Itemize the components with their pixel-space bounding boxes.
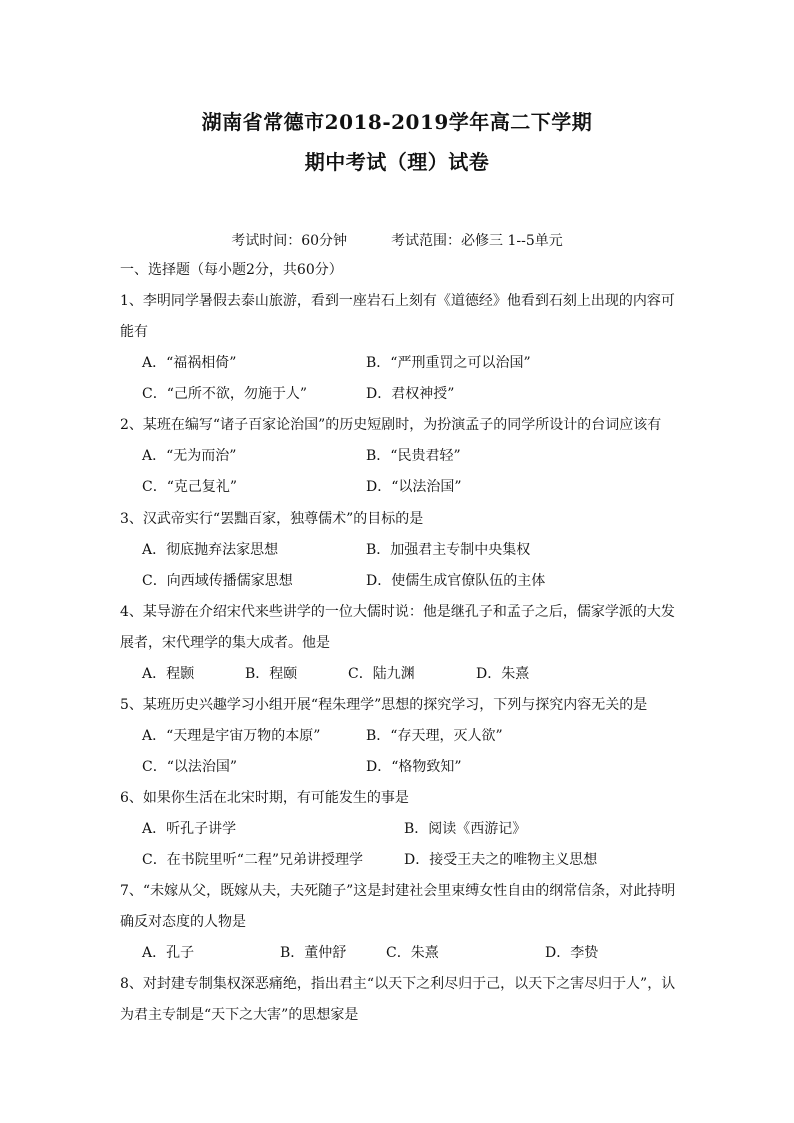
option-b: B．董仲舒: [280, 945, 347, 961]
option-b: B．“存天理，灭人欲”: [366, 728, 503, 744]
option-b: B．阅读《西游记》: [404, 821, 527, 837]
option-b: B．程颐: [245, 666, 298, 682]
question-stem: 2、某班在编写“诸子百家论治国”的历史短剧时，为扮演孟子的同学所设计的台词应该有: [120, 417, 662, 433]
option-b: B．加强君主专制中央集权: [366, 542, 531, 558]
option-a: A．程颢: [142, 666, 195, 682]
question-stem: 展者，宋代理学的集大成者。他是: [120, 635, 330, 651]
option-d: D．李贽: [545, 945, 599, 961]
option-b: B．“严刑重罚之可以治国”: [366, 355, 531, 371]
question-stem: 5、某班历史兴趣学习小组开展“程朱理学”思想的探究学习，下列与探究内容无关的是: [120, 697, 648, 713]
option-c: C．向西域传播儒家思想: [142, 573, 293, 589]
option-d: D．朱熹: [476, 666, 530, 682]
option-d: D．“以法治国”: [366, 479, 462, 495]
option-a: A．“天理是宇宙万物的本原”: [142, 728, 321, 744]
question-stem: 7、“未嫁从父，既嫁从夫，夫死随子”这是封建社会里束缚女性自由的纲常信条，对此持明: [120, 883, 676, 899]
question-stem: 4、某导游在介绍宋代来些讲学的一位大儒时说：他是继孔子和孟子之后，儒家学派的大发: [120, 604, 675, 620]
exam-time: 考试时间：60分钟: [231, 233, 348, 249]
option-d: D．使儒生成官僚队伍的主体: [366, 573, 546, 589]
option-a: A．“福祸相倚”: [142, 355, 237, 371]
option-c: C．“己所不欲，勿施于人”: [142, 386, 308, 402]
question-stem: 1、李明同学暑假去泰山旅游，看到一座岩石上刻有《道德经》他看到石刻上出现的内容可: [120, 293, 675, 309]
question-stem: 为君主专制是“天下之大害”的思想家是: [120, 1007, 359, 1023]
question-stem: 能有: [120, 324, 148, 340]
option-c: C．“以法治国”: [142, 759, 238, 775]
option-a: A．孔子: [142, 945, 195, 961]
question-stem: 确反对态度的人物是: [120, 914, 246, 930]
option-a: A．彻底抛弃法家思想: [142, 542, 279, 558]
section-heading: 一、选择题（每小题2分，共60分）: [120, 262, 343, 278]
option-c: C．陆九渊: [348, 666, 415, 682]
exam-title-line2: 期中考试（理）试卷: [304, 150, 490, 174]
question-stem: 8、对封建专制集权深恶痛绝，指出君主“以天下之利尽归于己，以天下之害尽归于人”，认: [120, 976, 676, 992]
option-d: D．“格物致知”: [366, 759, 462, 775]
option-b: B．“民贵君轻”: [366, 448, 461, 464]
option-d: D．君权神授”: [366, 386, 455, 402]
exam-meta: [0, 230, 794, 250]
question-stem: 6、如果你生活在北宋时期，有可能发生的事是: [120, 790, 409, 806]
option-a: A．听孔子讲学: [142, 821, 237, 837]
option-a: A．“无为而治”: [142, 448, 237, 464]
option-c: C．朱熹: [386, 945, 439, 961]
question-stem: 3、汉武帝实行“罢黜百家，独尊儒术”的目标的是: [120, 511, 424, 527]
option-c: C．在书院里听“二程”兄弟讲授理学: [142, 852, 364, 868]
option-c: C．“克己复礼”: [142, 479, 238, 495]
exam-title-line1: 湖南省常德市2018-2019学年高二下学期: [201, 110, 593, 134]
exam-scope: 考试范围：必修三 1--5单元: [391, 233, 563, 249]
option-d: D．接受王夫之的唯物主义思想: [404, 852, 598, 868]
